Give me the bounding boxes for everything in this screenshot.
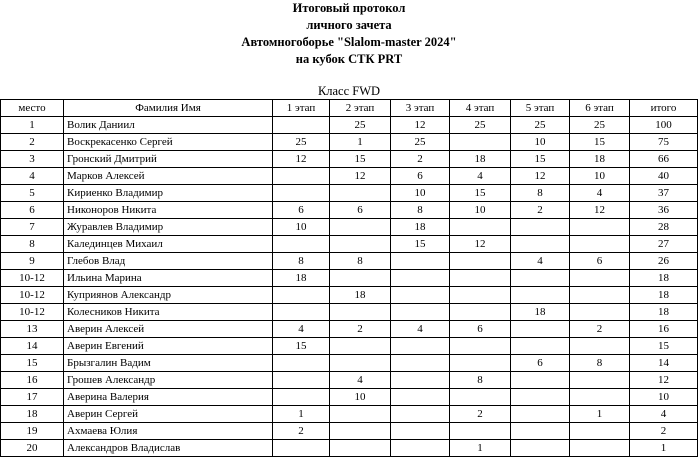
total-cell: 37 (630, 185, 698, 202)
place-cell: 18 (1, 406, 64, 423)
col-header-stage-6: 6 этап (570, 100, 630, 117)
total-cell: 36 (630, 202, 698, 219)
stage-4-cell: 25 (450, 117, 511, 134)
stage-3-cell (391, 338, 450, 355)
stage-3-cell (391, 253, 450, 270)
stage-1-cell: 2 (273, 423, 330, 440)
table-row (1, 423, 698, 440)
stage-6-cell (570, 287, 630, 304)
total-cell: 100 (630, 117, 698, 134)
stage-4-cell: 2 (450, 406, 511, 423)
table-row (1, 372, 698, 389)
stage-2-cell (330, 338, 391, 355)
stage-2-cell: 4 (330, 372, 391, 389)
stage-1-cell (273, 117, 330, 134)
place-cell: 7 (1, 219, 64, 236)
stage-5-cell (511, 219, 570, 236)
name-cell: Аверин Евгений (64, 338, 273, 355)
name-cell: Гронский Дмитрий (64, 151, 273, 168)
table-row (1, 406, 698, 423)
title-line-2: личного зачета (306, 18, 392, 32)
place-cell: 2 (1, 134, 64, 151)
stage-5-cell: 25 (511, 117, 570, 134)
stage-1-cell: 15 (273, 338, 330, 355)
stage-3-cell (391, 372, 450, 389)
stage-3-cell: 18 (391, 219, 450, 236)
table-row (1, 287, 698, 304)
total-cell: 15 (630, 338, 698, 355)
stage-2-cell: 12 (330, 168, 391, 185)
col-header-name: Фамилия Имя (64, 100, 273, 117)
stage-6-cell: 10 (570, 168, 630, 185)
name-cell: Волик Даниил (64, 117, 273, 134)
table-row (1, 117, 698, 134)
stage-3-cell (391, 389, 450, 406)
stage-4-cell (450, 253, 511, 270)
stage-6-cell: 2 (570, 321, 630, 338)
stage-4-cell (450, 287, 511, 304)
stage-4-cell (450, 338, 511, 355)
stage-4-cell: 15 (450, 185, 511, 202)
stage-4-cell (450, 389, 511, 406)
name-cell: Ахмаева Юлия (64, 423, 273, 440)
stage-3-cell (391, 287, 450, 304)
stage-1-cell: 25 (273, 134, 330, 151)
table-row (1, 389, 698, 406)
stage-6-cell: 1 (570, 406, 630, 423)
stage-3-cell (391, 355, 450, 372)
stage-4-cell (450, 355, 511, 372)
total-cell: 18 (630, 287, 698, 304)
stage-6-cell: 15 (570, 134, 630, 151)
place-cell: 16 (1, 372, 64, 389)
stage-5-cell (511, 406, 570, 423)
table-row (1, 321, 698, 338)
stage-2-cell: 25 (330, 117, 391, 134)
stage-5-cell (511, 372, 570, 389)
name-cell: Никоноров Никита (64, 202, 273, 219)
place-cell: 15 (1, 355, 64, 372)
class-label: Класс FWD (317, 84, 381, 98)
place-cell: 4 (1, 168, 64, 185)
place-cell: 8 (1, 236, 64, 253)
stage-5-cell (511, 287, 570, 304)
stage-1-cell (273, 389, 330, 406)
name-cell: Куприянов Александр (64, 287, 273, 304)
stage-5-cell (511, 440, 570, 457)
stage-5-cell (511, 423, 570, 440)
stage-5-cell: 2 (511, 202, 570, 219)
stage-2-cell: 1 (330, 134, 391, 151)
stage-2-cell (330, 406, 391, 423)
table-row (1, 168, 698, 185)
stage-2-cell (330, 304, 391, 321)
col-header-stage-1: 1 этап (273, 100, 330, 117)
stage-2-cell (330, 185, 391, 202)
stage-5-cell (511, 321, 570, 338)
col-header-stage-3: 3 этап (391, 100, 450, 117)
stage-6-cell (570, 270, 630, 287)
stage-1-cell (273, 304, 330, 321)
stage-5-cell: 4 (511, 253, 570, 270)
total-cell: 40 (630, 168, 698, 185)
stage-3-cell: 25 (391, 134, 450, 151)
place-cell: 1 (1, 117, 64, 134)
place-cell: 6 (1, 202, 64, 219)
stage-6-cell (570, 219, 630, 236)
stage-2-cell (330, 236, 391, 253)
stage-6-cell: 18 (570, 151, 630, 168)
col-header-stage-5: 5 этап (511, 100, 570, 117)
table-row (1, 202, 698, 219)
stage-2-cell (330, 219, 391, 236)
place-cell: 14 (1, 338, 64, 355)
stage-2-cell: 18 (330, 287, 391, 304)
stage-3-cell (391, 304, 450, 321)
col-header-stage-2: 2 этап (330, 100, 391, 117)
table-row (1, 185, 698, 202)
stage-1-cell (273, 440, 330, 457)
stage-3-cell: 6 (391, 168, 450, 185)
stage-4-cell (450, 134, 511, 151)
name-cell: Марков Алексей (64, 168, 273, 185)
name-cell: Грошев Александр (64, 372, 273, 389)
stage-4-cell (450, 304, 511, 321)
name-cell: Аверин Алексей (64, 321, 273, 338)
stage-6-cell (570, 440, 630, 457)
table-row (1, 304, 698, 321)
stage-1-cell: 18 (273, 270, 330, 287)
stage-3-cell (391, 423, 450, 440)
stage-1-cell: 1 (273, 406, 330, 423)
stage-5-cell: 18 (511, 304, 570, 321)
stage-5-cell (511, 338, 570, 355)
place-cell: 9 (1, 253, 64, 270)
place-cell: 5 (1, 185, 64, 202)
place-cell: 10-12 (1, 270, 64, 287)
stage-6-cell: 25 (570, 117, 630, 134)
stage-6-cell: 4 (570, 185, 630, 202)
col-header-stage-4: 4 этап (450, 100, 511, 117)
stage-2-cell (330, 440, 391, 457)
place-cell: 10-12 (1, 304, 64, 321)
table-row (1, 355, 698, 372)
stage-1-cell: 12 (273, 151, 330, 168)
stage-6-cell (570, 304, 630, 321)
stage-5-cell: 15 (511, 151, 570, 168)
total-cell: 75 (630, 134, 698, 151)
stage-1-cell: 6 (273, 202, 330, 219)
name-cell: Журавлев Владимир (64, 219, 273, 236)
name-cell: Глебов Влад (64, 253, 273, 270)
stage-2-cell: 10 (330, 389, 391, 406)
table-row (1, 440, 698, 457)
total-cell: 18 (630, 304, 698, 321)
stage-2-cell (330, 270, 391, 287)
place-cell: 17 (1, 389, 64, 406)
name-cell: Александров Владислав (64, 440, 273, 457)
stage-2-cell (330, 355, 391, 372)
stage-6-cell (570, 338, 630, 355)
table-row (1, 253, 698, 270)
stage-4-cell: 8 (450, 372, 511, 389)
total-cell: 16 (630, 321, 698, 338)
total-cell: 10 (630, 389, 698, 406)
total-cell: 4 (630, 406, 698, 423)
total-cell: 18 (630, 270, 698, 287)
name-cell: Аверина Валерия (64, 389, 273, 406)
stage-6-cell: 8 (570, 355, 630, 372)
place-cell: 19 (1, 423, 64, 440)
stage-5-cell (511, 270, 570, 287)
stage-3-cell (391, 406, 450, 423)
name-cell: Ильина Марина (64, 270, 273, 287)
total-cell: 66 (630, 151, 698, 168)
place-cell: 3 (1, 151, 64, 168)
stage-5-cell: 8 (511, 185, 570, 202)
stage-6-cell: 6 (570, 253, 630, 270)
stage-6-cell: 12 (570, 202, 630, 219)
stage-3-cell: 12 (391, 117, 450, 134)
title-line-3: Автомногоборье "Slalom-master 2024" (241, 35, 457, 49)
total-cell: 27 (630, 236, 698, 253)
total-cell: 2 (630, 423, 698, 440)
stage-1-cell (273, 372, 330, 389)
stage-3-cell: 2 (391, 151, 450, 168)
stage-3-cell (391, 440, 450, 457)
col-header-total: итого (630, 100, 698, 117)
stage-3-cell (391, 270, 450, 287)
stage-5-cell (511, 236, 570, 253)
results-table (0, 99, 698, 457)
stage-1-cell (273, 185, 330, 202)
stage-4-cell (450, 423, 511, 440)
total-cell: 28 (630, 219, 698, 236)
total-cell: 14 (630, 355, 698, 372)
table-header-row (1, 100, 698, 117)
name-cell: Воскрекасенко Сергей (64, 134, 273, 151)
stage-1-cell (273, 287, 330, 304)
place-cell: 20 (1, 440, 64, 457)
stage-5-cell (511, 389, 570, 406)
stage-6-cell (570, 372, 630, 389)
stage-2-cell: 15 (330, 151, 391, 168)
stage-3-cell: 15 (391, 236, 450, 253)
stage-4-cell: 18 (450, 151, 511, 168)
stage-3-cell: 10 (391, 185, 450, 202)
stage-5-cell: 12 (511, 168, 570, 185)
name-cell: Аверин Сергей (64, 406, 273, 423)
stage-4-cell: 10 (450, 202, 511, 219)
stage-4-cell (450, 270, 511, 287)
stage-4-cell: 1 (450, 440, 511, 457)
name-cell: Брызгалин Вадим (64, 355, 273, 372)
stage-6-cell (570, 423, 630, 440)
stage-4-cell: 4 (450, 168, 511, 185)
stage-2-cell: 2 (330, 321, 391, 338)
stage-2-cell (330, 423, 391, 440)
total-cell: 12 (630, 372, 698, 389)
table-row (1, 270, 698, 287)
stage-1-cell: 8 (273, 253, 330, 270)
total-cell: 26 (630, 253, 698, 270)
name-cell: Колесников Никита (64, 304, 273, 321)
stage-1-cell (273, 355, 330, 372)
stage-4-cell (450, 219, 511, 236)
protocol-header (0, 0, 698, 68)
name-cell: Калединцев Михаил (64, 236, 273, 253)
stage-3-cell: 4 (391, 321, 450, 338)
table-row (1, 134, 698, 151)
stage-4-cell: 12 (450, 236, 511, 253)
table-row (1, 338, 698, 355)
stage-1-cell (273, 168, 330, 185)
table-row (1, 236, 698, 253)
title-line-1: Итоговый протокол (292, 1, 406, 15)
col-header-place: место (1, 100, 64, 117)
place-cell: 13 (1, 321, 64, 338)
stage-4-cell: 6 (450, 321, 511, 338)
title-line-4: на кубок СТК PRT (295, 52, 403, 66)
stage-5-cell: 10 (511, 134, 570, 151)
table-row (1, 219, 698, 236)
place-cell: 10-12 (1, 287, 64, 304)
results-body (1, 117, 698, 457)
stage-6-cell (570, 236, 630, 253)
stage-6-cell (570, 389, 630, 406)
stage-1-cell (273, 236, 330, 253)
stage-2-cell: 8 (330, 253, 391, 270)
table-row (1, 151, 698, 168)
name-cell: Кириенко Владимир (64, 185, 273, 202)
stage-3-cell: 8 (391, 202, 450, 219)
stage-1-cell: 10 (273, 219, 330, 236)
stage-5-cell: 6 (511, 355, 570, 372)
stage-2-cell: 6 (330, 202, 391, 219)
stage-1-cell: 4 (273, 321, 330, 338)
total-cell: 1 (630, 440, 698, 457)
